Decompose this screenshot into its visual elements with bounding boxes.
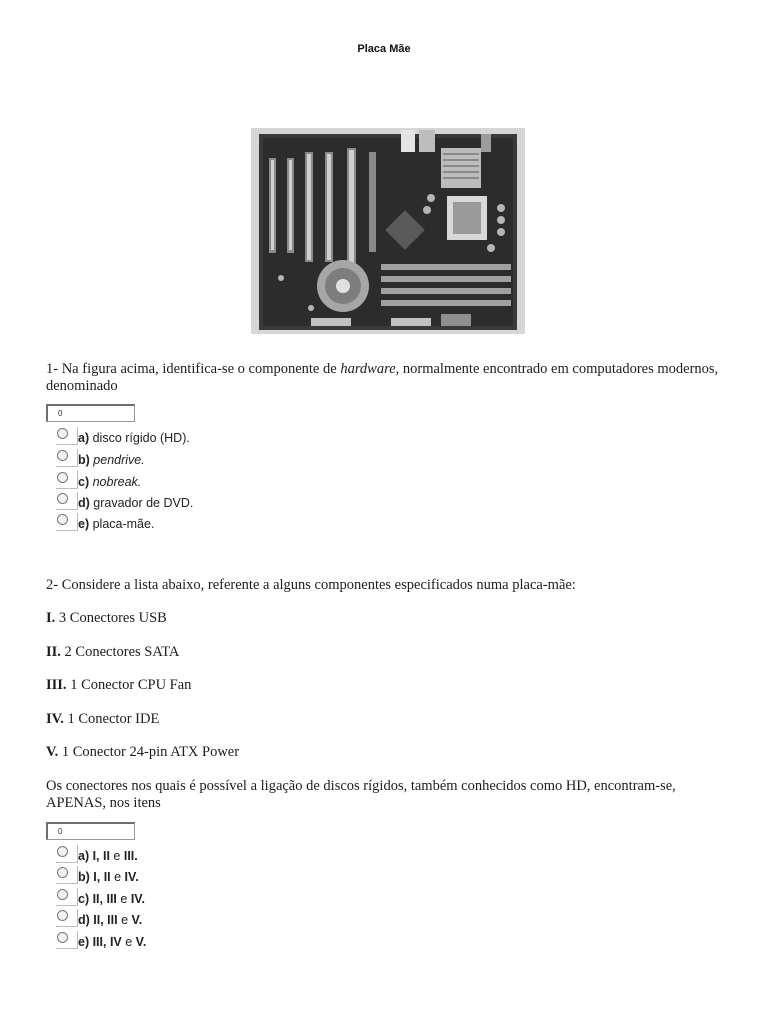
list-item: V. 1 Conector 24-pin ATX Power <box>46 744 240 760</box>
question-1-emphasis: hardware <box>340 361 396 377</box>
question-2-intro: 2- Considere a lista abaixo, referente a alguns componentes especificados numa placa-mãe: <box>46 577 576 593</box>
q1-option-a[interactable] <box>56 427 190 445</box>
radio-button-icon[interactable] <box>56 866 78 884</box>
q1-option-e-label: e) placa-mãe. <box>78 517 155 531</box>
q2-option-d[interactable] <box>56 909 142 927</box>
list-item: II. 2 Conectores SATA <box>46 644 180 660</box>
q1-option-b[interactable] <box>56 449 145 467</box>
q1-option-d[interactable] <box>56 492 193 510</box>
q2-option-a-label: a) I, II e III. <box>78 849 138 863</box>
question-1-prefix: 1- Na figura acima, identifica-se o componente de <box>46 361 341 377</box>
radio-button-icon[interactable] <box>56 449 78 467</box>
radio-button-icon[interactable] <box>56 909 78 927</box>
question-1-suffix: , normalmente encontrado em computadores modernos, denominado <box>46 361 719 394</box>
question-2-text: Os conectores nos quais é possível a ligação de discos rígidos, também conhecidos como HD, encontram-se, APENAS, nos itens <box>46 778 676 811</box>
question-1-answer-field[interactable]: 0 <box>46 404 135 422</box>
q2-option-d-label: d) II, III e V. <box>78 913 143 927</box>
radio-button-icon[interactable] <box>56 513 78 531</box>
q2-option-c-label: c) II, III e IV. <box>78 892 145 906</box>
q2-option-c[interactable] <box>56 888 145 906</box>
q1-option-c-label: c) nobreak. <box>78 475 142 489</box>
question-2-answer-field[interactable]: 0 <box>46 822 135 840</box>
radio-button-icon[interactable] <box>56 492 78 510</box>
list-item: I. 3 Conectores USB <box>46 610 167 626</box>
q1-option-e[interactable] <box>56 513 154 531</box>
radio-button-icon[interactable] <box>56 427 78 445</box>
q1-option-d-label: d) gravador de DVD. <box>78 496 194 510</box>
question-1-text <box>46 361 736 394</box>
q2-option-e[interactable] <box>56 931 146 949</box>
list-item: III. 1 Conector CPU Fan <box>46 677 192 693</box>
q2-option-a[interactable] <box>56 845 138 863</box>
radio-button-icon[interactable] <box>56 471 78 489</box>
q1-option-b-label: b) pendrive. <box>78 453 145 467</box>
radio-button-icon[interactable] <box>56 845 78 863</box>
q1-option-a-label: a) disco rígido (HD). <box>78 431 190 445</box>
q2-option-b-label: b) I, II e IV. <box>78 870 139 884</box>
page-title: Placa Mãe <box>357 43 411 55</box>
radio-button-icon[interactable] <box>56 931 78 949</box>
q2-option-e-label: e) III, IV e V. <box>78 935 147 949</box>
q2-option-b[interactable] <box>56 866 139 884</box>
list-item: IV. 1 Conector IDE <box>46 711 160 727</box>
q1-option-c[interactable] <box>56 471 141 489</box>
radio-button-icon[interactable] <box>56 888 78 906</box>
motherboard-photo <box>251 128 525 334</box>
